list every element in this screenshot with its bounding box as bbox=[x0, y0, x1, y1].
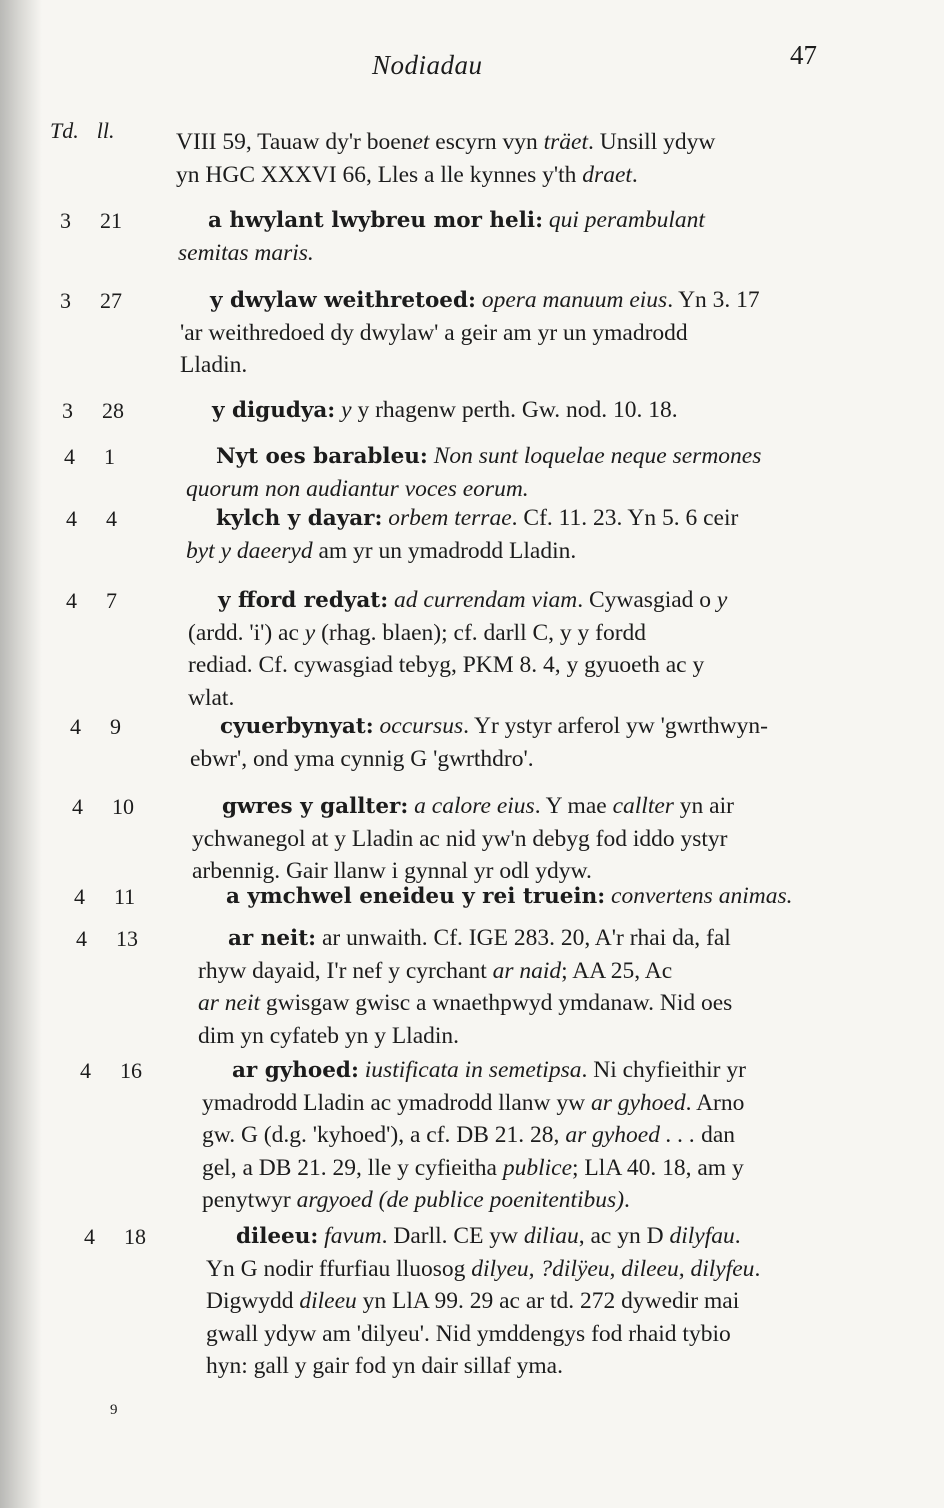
roman-text: . bbox=[754, 1255, 761, 1282]
italic-text: y bbox=[304, 619, 316, 646]
roman-text: Yn G nodir ffurfiau lluosog bbox=[206, 1255, 472, 1282]
roman-text: (rhag. blaen); cf. darll C, y y fordd bbox=[315, 619, 647, 646]
roman-text: escyrn vyn bbox=[429, 129, 544, 155]
note-line bbox=[218, 584, 727, 618]
reference-line: 11 bbox=[114, 884, 136, 909]
note-line bbox=[202, 1184, 630, 1217]
reference-line: 10 bbox=[112, 794, 134, 819]
roman-text: am yr un ymadrodd Lladin. bbox=[312, 537, 577, 564]
italic-text: favum bbox=[324, 1223, 382, 1249]
note-line bbox=[190, 743, 534, 776]
roman-text: 'ar weithredoed dy dwylaw' a geir am yr un ymadrodd bbox=[180, 319, 688, 346]
roman-text: rediad. Cf. cywasgiad tebyg, PKM 8. 4, y gyuoeth ac y bbox=[188, 652, 705, 678]
italic-text: ar gyhoed . . . bbox=[565, 1122, 696, 1148]
note-headword: a hwylant lwybreu mor heli: bbox=[208, 208, 544, 233]
roman-text: (ardd. 'i') ac bbox=[188, 619, 305, 646]
note-line bbox=[198, 955, 672, 988]
note-line bbox=[186, 473, 529, 506]
reference-page: 3 bbox=[60, 288, 71, 313]
roman-text: . bbox=[734, 1223, 741, 1249]
reference-page: 4 bbox=[66, 506, 77, 531]
roman-text: y rhagenw perth. Gw. nod. 10. 18. bbox=[351, 397, 678, 423]
italic-text: semitas maris. bbox=[178, 239, 314, 266]
italic-text: y bbox=[716, 587, 728, 613]
note-headword: Nyt oes barableu: bbox=[216, 444, 428, 469]
italic-text: opera manuum eius bbox=[481, 287, 668, 313]
note-headword: y dwylaw weithretoed: bbox=[210, 288, 476, 313]
note-line bbox=[210, 284, 760, 318]
note-headword: gwres y gallter: bbox=[222, 794, 409, 819]
reference-line: 1 bbox=[104, 444, 115, 469]
note-reference bbox=[60, 208, 122, 234]
roman-text: . bbox=[624, 1187, 630, 1213]
note-line bbox=[232, 1054, 746, 1088]
note-reference bbox=[80, 1058, 142, 1084]
roman-text: . Cywasgiad o bbox=[577, 587, 717, 613]
note-line bbox=[198, 987, 732, 1020]
note-line bbox=[222, 790, 734, 824]
note-line bbox=[186, 535, 576, 568]
reference-page: 4 bbox=[72, 794, 83, 819]
roman-text: yn HGC XXXVI 66, Lles a lle kynnes y'th bbox=[176, 161, 583, 188]
note-line bbox=[206, 1285, 739, 1318]
note-line bbox=[202, 1152, 744, 1185]
roman-text: , ac yn D bbox=[578, 1223, 670, 1249]
italic-text: callter bbox=[612, 793, 674, 819]
note-reference bbox=[76, 926, 138, 952]
roman-text: dan bbox=[695, 1122, 736, 1148]
roman-text: ar unwaith. Cf. IGE 283. 20, A'r rhai da, fal bbox=[316, 925, 731, 951]
roman-text: Lladin. bbox=[180, 352, 248, 378]
note-line bbox=[180, 317, 688, 350]
note-headword: kylch y dayar: bbox=[216, 506, 383, 531]
reference-page: 4 bbox=[74, 884, 85, 909]
note-reference bbox=[72, 794, 134, 820]
note-headword: y digudya: bbox=[212, 398, 336, 423]
reference-page: 4 bbox=[70, 714, 81, 739]
italic-text: qui perambulant bbox=[548, 207, 705, 233]
italic-text: orbem terrae bbox=[388, 505, 512, 531]
note-line bbox=[188, 617, 646, 650]
reference-line: 27 bbox=[100, 288, 122, 313]
reference-line: 18 bbox=[124, 1224, 146, 1249]
note-reference bbox=[66, 506, 117, 532]
reference-page: 4 bbox=[66, 588, 77, 613]
italic-text: byt y daeeryd bbox=[186, 537, 313, 564]
page-number: 47 bbox=[790, 40, 817, 70]
roman-text: . Arno bbox=[685, 1089, 745, 1116]
column-heading-td: Td. bbox=[50, 118, 79, 143]
note-headword: y fford redyat: bbox=[218, 588, 389, 613]
italic-text: ad currendam viam bbox=[394, 587, 578, 613]
reference-line: 4 bbox=[106, 506, 117, 531]
note-headword: ar neit: bbox=[228, 926, 317, 951]
note-headword: cyuerbynyat: bbox=[220, 714, 374, 739]
note-line bbox=[202, 1119, 735, 1152]
page-gutter-shadow bbox=[0, 0, 42, 1508]
note-line bbox=[176, 159, 638, 192]
note-line bbox=[216, 502, 738, 536]
italic-text: y bbox=[341, 397, 352, 423]
signature-mark: 9 bbox=[110, 1402, 118, 1418]
note-line bbox=[178, 237, 314, 270]
roman-text: yn LlA 99. 29 ac ar td. 272 dywedir mai bbox=[356, 1288, 740, 1314]
note-reference bbox=[74, 884, 135, 910]
reference-page: 4 bbox=[80, 1058, 91, 1083]
roman-text: ebwr', ond yma cynnig G 'gwrthdro'. bbox=[190, 745, 534, 772]
note-reference bbox=[60, 288, 122, 314]
note-line bbox=[206, 1350, 563, 1383]
roman-text: . Darll. CE yw bbox=[381, 1223, 524, 1249]
roman-text: ; LlA 40. 18, am y bbox=[572, 1154, 744, 1181]
reference-page: 4 bbox=[76, 926, 87, 951]
note-line bbox=[202, 1087, 744, 1120]
reference-page: 3 bbox=[62, 398, 73, 423]
roman-text: gel, a DB 21. 29, lle y cyfieitha bbox=[202, 1154, 503, 1181]
italic-text: publice bbox=[502, 1154, 573, 1181]
italic-text: ar gyhoed bbox=[590, 1089, 686, 1116]
note-line bbox=[220, 710, 768, 744]
italic-text: ar naid bbox=[492, 957, 562, 984]
italic-text: iustificata in semetipsa bbox=[364, 1057, 582, 1083]
italic-text: quorum non audiantur voces eorum. bbox=[186, 475, 529, 502]
roman-text: ; AA 25, Ac bbox=[561, 957, 673, 984]
italic-text: draet bbox=[582, 161, 632, 188]
roman-text: gw. G (d.g. 'kyhoed'), a cf. DB 21. 28, bbox=[202, 1122, 566, 1148]
column-headings bbox=[50, 118, 132, 144]
note-headword: a ymchwel eneideu y rei truein: bbox=[226, 884, 606, 909]
italic-text: dilyfau bbox=[669, 1223, 735, 1249]
roman-text: . Cf. 11. 23. Yn 5. 6 ceir bbox=[511, 505, 739, 531]
roman-text: . bbox=[631, 161, 638, 188]
roman-text: gwisgaw gwisc a wnaethpwyd ymdanaw. Nid oes bbox=[260, 990, 733, 1016]
reference-page: 4 bbox=[64, 444, 75, 469]
roman-text: ymadrodd Lladin ac ymadrodd llanw yw bbox=[202, 1089, 591, 1116]
roman-text: . Yr ystyr arferol yw 'gwrthwyn- bbox=[463, 713, 768, 739]
italic-text: dilyeu, ?dilÿeu, dileeu, dilyfeu bbox=[471, 1255, 755, 1282]
italic-text: ar neit bbox=[198, 990, 261, 1016]
note-line bbox=[176, 126, 715, 159]
italic-text: a calore eius bbox=[414, 793, 535, 819]
italic-text: occursus bbox=[379, 713, 464, 739]
note-line bbox=[188, 649, 704, 682]
note-line bbox=[198, 1020, 459, 1053]
reference-line: 9 bbox=[110, 714, 121, 739]
roman-text: VIII 59, Tauaw dy'r boen bbox=[176, 129, 413, 155]
roman-text: ychwanegol at y Lladin ac nid yw'n debyg fod iddo ystyr bbox=[192, 825, 728, 852]
roman-text: hyn: gall y gair fod yn dair sillaf yma. bbox=[206, 1353, 563, 1379]
note-reference bbox=[62, 398, 124, 424]
reference-page: 3 bbox=[60, 208, 71, 233]
reference-line: 16 bbox=[120, 1058, 142, 1083]
italic-text: diliau bbox=[523, 1223, 579, 1249]
note-line bbox=[206, 1318, 731, 1351]
reference-line: 21 bbox=[100, 208, 122, 233]
note-line bbox=[228, 922, 731, 956]
roman-text: wlat. bbox=[188, 684, 235, 711]
italic-text: träet bbox=[543, 129, 589, 155]
note-line bbox=[208, 204, 705, 238]
italic-text: Non sunt loquelae neque sermones bbox=[433, 443, 762, 469]
running-header-title: Nodiadau bbox=[372, 50, 483, 80]
roman-text: . Ni chyfieithir yr bbox=[581, 1057, 746, 1083]
roman-text: arbennig. Gair llanw i gynnal yr odl ydyw. bbox=[192, 858, 592, 884]
roman-text: rhyw dayaid, I'r nef y cyrchant bbox=[198, 957, 493, 984]
roman-text: . Y mae bbox=[534, 793, 613, 819]
roman-text: yn air bbox=[673, 793, 734, 819]
italic-text: dileeu bbox=[299, 1288, 357, 1314]
reference-line: 7 bbox=[106, 588, 117, 613]
note-line bbox=[236, 1220, 741, 1254]
note-line bbox=[180, 349, 247, 382]
italic-text: et bbox=[412, 129, 430, 155]
roman-text: gwall ydyw am 'dilyeu'. Nid ymddengys fod rhaid tybio bbox=[206, 1320, 731, 1347]
italic-text: argyoed (de publice poenitentibus) bbox=[296, 1187, 625, 1213]
reference-line: 28 bbox=[102, 398, 124, 423]
note-reference bbox=[84, 1224, 146, 1250]
note-line bbox=[212, 394, 678, 428]
note-line bbox=[226, 880, 792, 914]
roman-text: . Unsill ydyw bbox=[588, 129, 716, 155]
note-line bbox=[192, 823, 727, 856]
note-reference bbox=[66, 588, 117, 614]
column-heading-ll: ll. bbox=[96, 118, 115, 143]
reference-page: 4 bbox=[84, 1224, 95, 1249]
roman-text: penytwyr bbox=[202, 1187, 297, 1213]
roman-text: dim yn cyfateb yn y Lladin. bbox=[198, 1022, 460, 1049]
roman-text: . Yn 3. 17 bbox=[667, 287, 760, 313]
note-headword: dileeu: bbox=[236, 1224, 319, 1249]
note-reference bbox=[64, 444, 115, 470]
note-line bbox=[206, 1253, 760, 1286]
italic-text: convertens animas. bbox=[611, 883, 793, 909]
note-headword: ar gyhoed: bbox=[232, 1058, 359, 1083]
reference-line: 13 bbox=[116, 926, 138, 951]
note-reference bbox=[70, 714, 121, 740]
roman-text: Digwydd bbox=[206, 1288, 300, 1314]
note-line bbox=[216, 440, 761, 474]
